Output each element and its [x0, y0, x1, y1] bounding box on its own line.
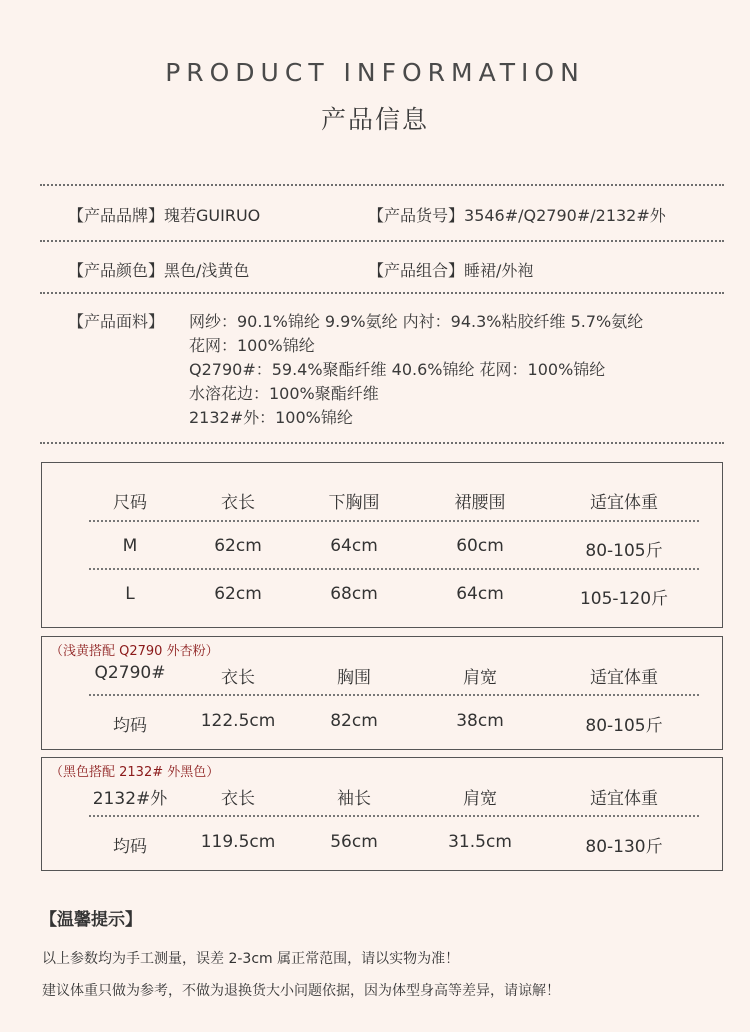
table-header-cell: 肩宽	[463, 789, 497, 809]
fabric-label: 【产品面料】	[68, 312, 165, 331]
color-value: 黑色/浅黄色	[164, 261, 250, 280]
fabric-line: 水溶花边：100%聚酯纤维	[189, 384, 379, 403]
row-divider	[89, 694, 699, 696]
table-row	[42, 536, 722, 566]
page-title-en: PRODUCT INFORMATION	[165, 58, 585, 87]
fabric-line: 网纱：90.1%锦纶 9.9%氨纶 内衬：94.3%粘胶纤维 5.7%氨纶	[189, 312, 644, 331]
table-header-cell: 肩宽	[463, 668, 497, 688]
table-cell: M	[122, 536, 138, 556]
table-cell: L	[125, 584, 135, 604]
table-row	[42, 584, 722, 614]
brand-value: 瑰若GUIRUO	[164, 206, 261, 225]
table-cell: 62cm	[214, 536, 262, 556]
table-header-cell: 衣长	[221, 789, 255, 809]
table-cell: 80-105斤	[585, 716, 663, 736]
row-divider	[89, 815, 699, 817]
row-divider	[89, 520, 699, 522]
table-cell: 68cm	[330, 584, 378, 604]
table-header-row	[42, 663, 722, 693]
row-divider	[89, 568, 699, 570]
color-label: 【产品颜色】	[68, 261, 165, 280]
brand-row	[68, 203, 260, 226]
table-cell: 60cm	[456, 536, 504, 556]
table-header-cell: 适宜体重	[590, 668, 658, 688]
divider	[40, 184, 724, 186]
table-header-cell: 下胸围	[328, 493, 380, 513]
pairing-note: （浅黄搭配 Q2790 外杏粉）	[50, 644, 219, 659]
table-header-cell: 2132#外	[92, 789, 168, 809]
table-header-cell: 胸围	[337, 668, 371, 688]
table-cell: 82cm	[330, 711, 378, 731]
table-cell: 80-105斤	[585, 541, 663, 561]
pairing-note: （黑色搭配 2132# 外黑色）	[50, 765, 220, 780]
tip-line: 建议体重只做为参考，不做为退换货大小问题依据，因为体型身高等差异，请谅解！	[42, 983, 560, 999]
page-title-cn: 产品信息	[320, 105, 429, 134]
divider	[40, 292, 724, 294]
table-cell: 122.5cm	[200, 711, 276, 731]
tips-title: 【温馨提示】	[40, 910, 142, 930]
table-cell: 均码	[113, 716, 147, 736]
table-row	[42, 832, 722, 862]
size-table-nightdress	[41, 462, 723, 628]
size-table-q2790	[41, 636, 723, 750]
sku-value: 3546#/Q2790#/2132#外	[464, 206, 666, 225]
combo-label: 【产品组合】	[368, 261, 465, 280]
color-row	[68, 258, 249, 281]
table-header-cell: 裙腰围	[454, 493, 506, 513]
table-header-cell: 衣长	[221, 668, 255, 688]
table-header-cell: 尺码	[113, 493, 147, 513]
brand-label: 【产品品牌】	[68, 206, 165, 225]
table-header-row	[42, 488, 722, 518]
fabric-line: 2132#外：100%锦纶	[189, 408, 353, 427]
table-cell: 119.5cm	[200, 832, 276, 852]
combo-value: 睡裙/外袍	[464, 261, 534, 280]
table-cell: 56cm	[330, 832, 378, 852]
fabric-line: Q2790#：59.4%聚酯纤维 40.6%锦纶 花网：100%锦纶	[189, 360, 606, 379]
table-cell: 105-120斤	[579, 589, 669, 609]
table-header-cell: 适宜体重	[590, 789, 658, 809]
table-cell: 64cm	[330, 536, 378, 556]
fabric-lines	[189, 310, 749, 430]
table-header-cell: Q2790#	[94, 663, 166, 683]
combo-row	[368, 258, 533, 281]
table-row	[42, 711, 722, 741]
table-header-cell: 衣长	[221, 493, 255, 513]
table-cell: 均码	[113, 837, 147, 857]
divider	[40, 240, 724, 242]
sku-row	[368, 203, 666, 226]
fabric-line: 花网：100%锦纶	[189, 336, 315, 355]
table-cell: 80-130斤	[585, 837, 663, 857]
table-cell: 38cm	[456, 711, 504, 731]
size-table-2132	[41, 757, 723, 871]
table-header-cell: 袖长	[337, 789, 371, 809]
table-header-row	[42, 784, 722, 814]
table-cell: 62cm	[214, 584, 262, 604]
table-header-cell: 适宜体重	[590, 493, 658, 513]
sku-label: 【产品货号】	[368, 206, 465, 225]
tip-line: 以上参数均为手工测量，误差 2-3cm 属正常范围，请以实物为准！	[42, 951, 460, 967]
table-cell: 64cm	[456, 584, 504, 604]
table-cell: 31.5cm	[448, 832, 512, 852]
divider	[40, 442, 724, 444]
